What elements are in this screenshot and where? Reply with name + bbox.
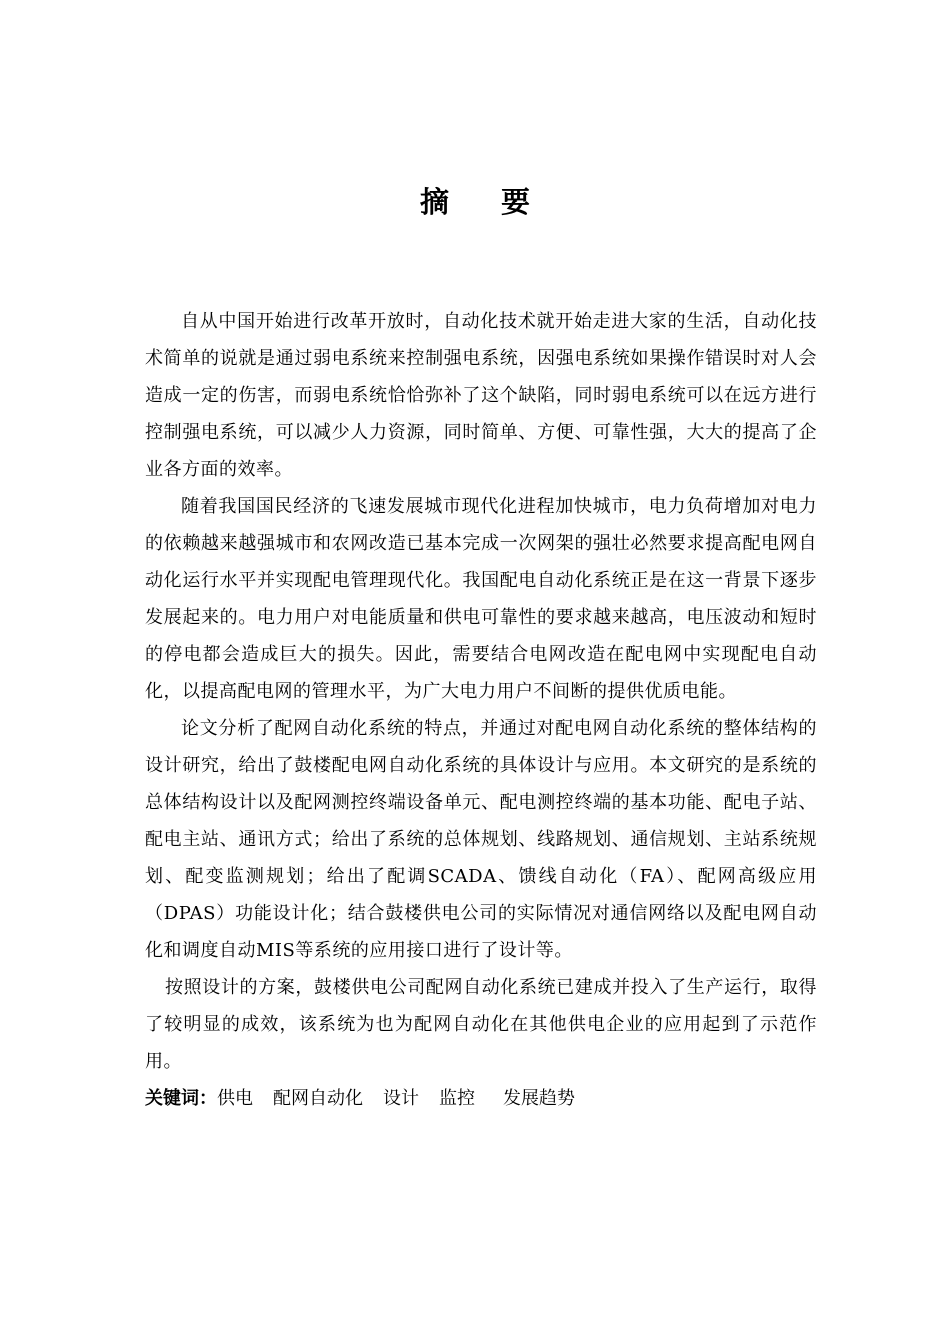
abstract-paragraph-3: 论文分析了配网自动化系统的特点，并通过对配电网自动化系统的整体结构的设计研究，给出了鼓楼配电网自动化系统的具体设计与应用。本文研究的是系统的总体结构设计以及配网测控终端设备单元、配电测控终端的基本功能、配电子站、配电主站、通讯方式；给出了系统的总体规划、线路规划、通信规划、主站系统规划、配变监测规划；给出了配调SCADA、馈线自动化（FA）、配网高级应用（DPAS）功能设计化；结合鼓楼供电公司的实际情况对通信网络以及配电网自动化和调度自动MIS等系统的应用接口进行了设计等。 <box>145 718 817 961</box>
abstract-paragraph-1: 自从中国开始进行改革开放时，自动化技术就开始走进大家的生活，自动化技术简单的说就是通过弱电系统来控制强电系统，因强电系统如果操作错误时对人会造成一定的伤害，而弱电系统恰恰弥补了这个缺陷，同时弱电系统可以在远方进行控制强电系统，可以减少人力资源，同时简单、方便、可靠性强，大大的提高了企业各方面的效率。 <box>145 311 817 480</box>
keyword-5: 发展趋势 <box>503 1088 575 1109</box>
abstract-title <box>0 180 950 224</box>
keyword-2: 配网自动化 <box>273 1088 363 1109</box>
abstract-paragraph-2: 随着我国国民经济的飞速发展城市现代化进程加快城市，电力负荷增加对电力的依赖越来越强城市和农网改造已基本完成一次网架的强壮必然要求提高配电网自动化运行水平并实现配电管理现代化。我国配电自动化系统正是在这一背景下逐步发展起来的。电力用户对电能质量和供电可靠性的要求越来越高，电压波动和短时的停电都会造成巨大的损失。因此，需要结合电网改造在配电网中实现配电自动化，以提高配电网的管理水平，为广大电力用户不间断的提供优质电能。 <box>145 496 817 702</box>
abstract-body <box>145 303 817 1117</box>
keywords-line <box>145 1080 817 1117</box>
keyword-3: 设计 <box>383 1088 419 1109</box>
title-char-2: 要 <box>501 185 531 219</box>
abstract-paragraph-4: 按照设计的方案，鼓楼供电公司配网自动化系统已建成并投入了生产运行，取得了较明显的成效，该系统为也为配网自动化在其他供电企业的应用起到了示范作用。 <box>145 977 817 1072</box>
title-char-1: 摘 <box>419 185 449 219</box>
keyword-4: 监控 <box>439 1088 475 1109</box>
keyword-1: 供电 <box>217 1088 253 1109</box>
keywords-label: 关键词： <box>145 1088 217 1109</box>
